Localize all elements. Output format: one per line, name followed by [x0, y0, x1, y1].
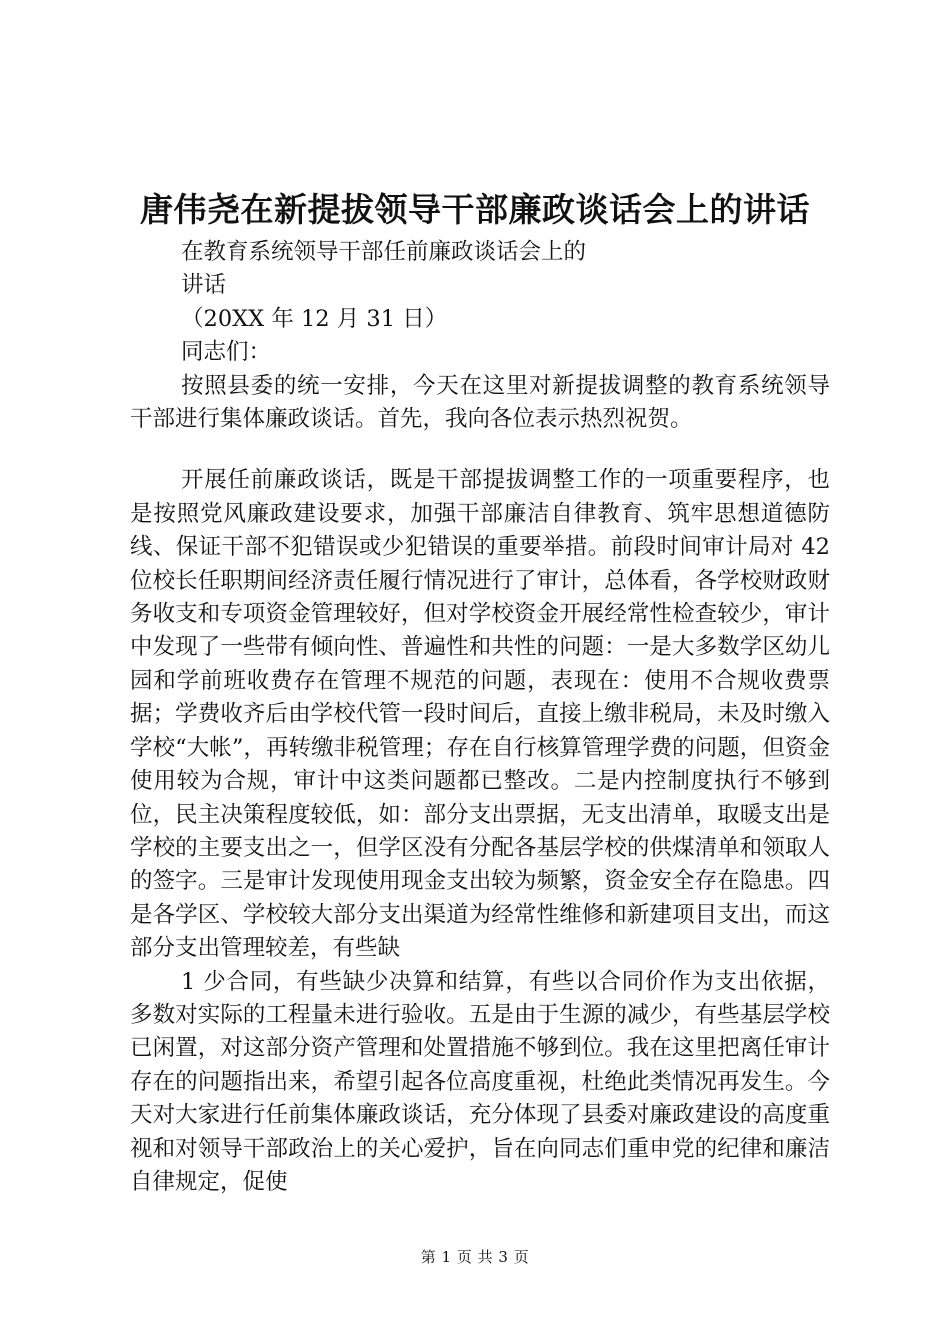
subtitle-line-1: 在教育系统领导干部任前廉政谈话会上的	[181, 239, 587, 265]
paragraph-3: 1 少合同，有些缺少决算和结算，有些以合同价作为支出依据，多数对实际的工程量未进行验收。五是由于生源的减少，有些基层学校已闲置，对这部分资产管理和处置措施不够到位。我在这里把离任审计存在的问题指出来，希望引起各位高度重视，杜绝此类情况再发生。今天对大家进行任前集体廉政谈话，充分体现了县委对廉政建设的高度重视和对领导干部政治上的关心爱护，旨在向同志们重申党的纪律和廉洁自律规定，促使	[130, 968, 830, 1195]
paragraph-2: 开展任前廉政谈话，既是干部提拔调整工作的一项重要程序，也是按照党风廉政建设要求，加强干部廉洁自律教育、筑牢思想道德防线、保证干部不犯错误或少犯错误的重要举措。前段时间审计局对 42 位校长任职期间经济责任履行情况进行了审计，总体看，各学校财政财务收支和专项资金管理较好，但对学校资金开展经常性检查较少，审计中发现了一些带有倾向性、普遍性和共性的问题：一是大多数学区幼儿园和学前班收费存在管理不规范的问题，表现在：使用不合规收费票据；学费收齐后由学校代管一段时间后，直接上缴非税局，未及时缴入学校“大帐”，再转缴非税管理；存在自行核算管理学费的问题，但资金使用较为合规，审计中这类问题都已整改。二是内控制度执行不够到位，民主决策程度较低，如：部分支出票据，无支出清单，取暖支出是学校的主要支出之一，但学区没有分配各基层学校的供煤清单和领取人的签字。三是审计发现使用现金支出较为频繁，资金安全存在隐患。四是各学区、学校较大部分支出渠道为经常性维修和新建项目支出，而这部分支出管理较差，有些缺	[130, 467, 830, 962]
page-footer: 第 1 页 共 3 页	[420, 1248, 530, 1266]
paragraph-1: 按照县委的统一安排，今天在这里对新提拔调整的教育系统领导干部进行集体廉政谈话。首先，我向各位表示热烈祝贺。	[130, 372, 830, 433]
document-body	[130, 236, 830, 1199]
subtitle-line-2: 讲话	[181, 272, 227, 299]
document-title: 唐伟尧在新提拔领导干部廉政谈话会上的讲话	[140, 190, 810, 229]
salutation: 同志们：	[181, 339, 272, 366]
paragraph-spacer	[130, 436, 830, 464]
speech-date: （20XX 年 12 月 31 日）	[181, 305, 448, 332]
